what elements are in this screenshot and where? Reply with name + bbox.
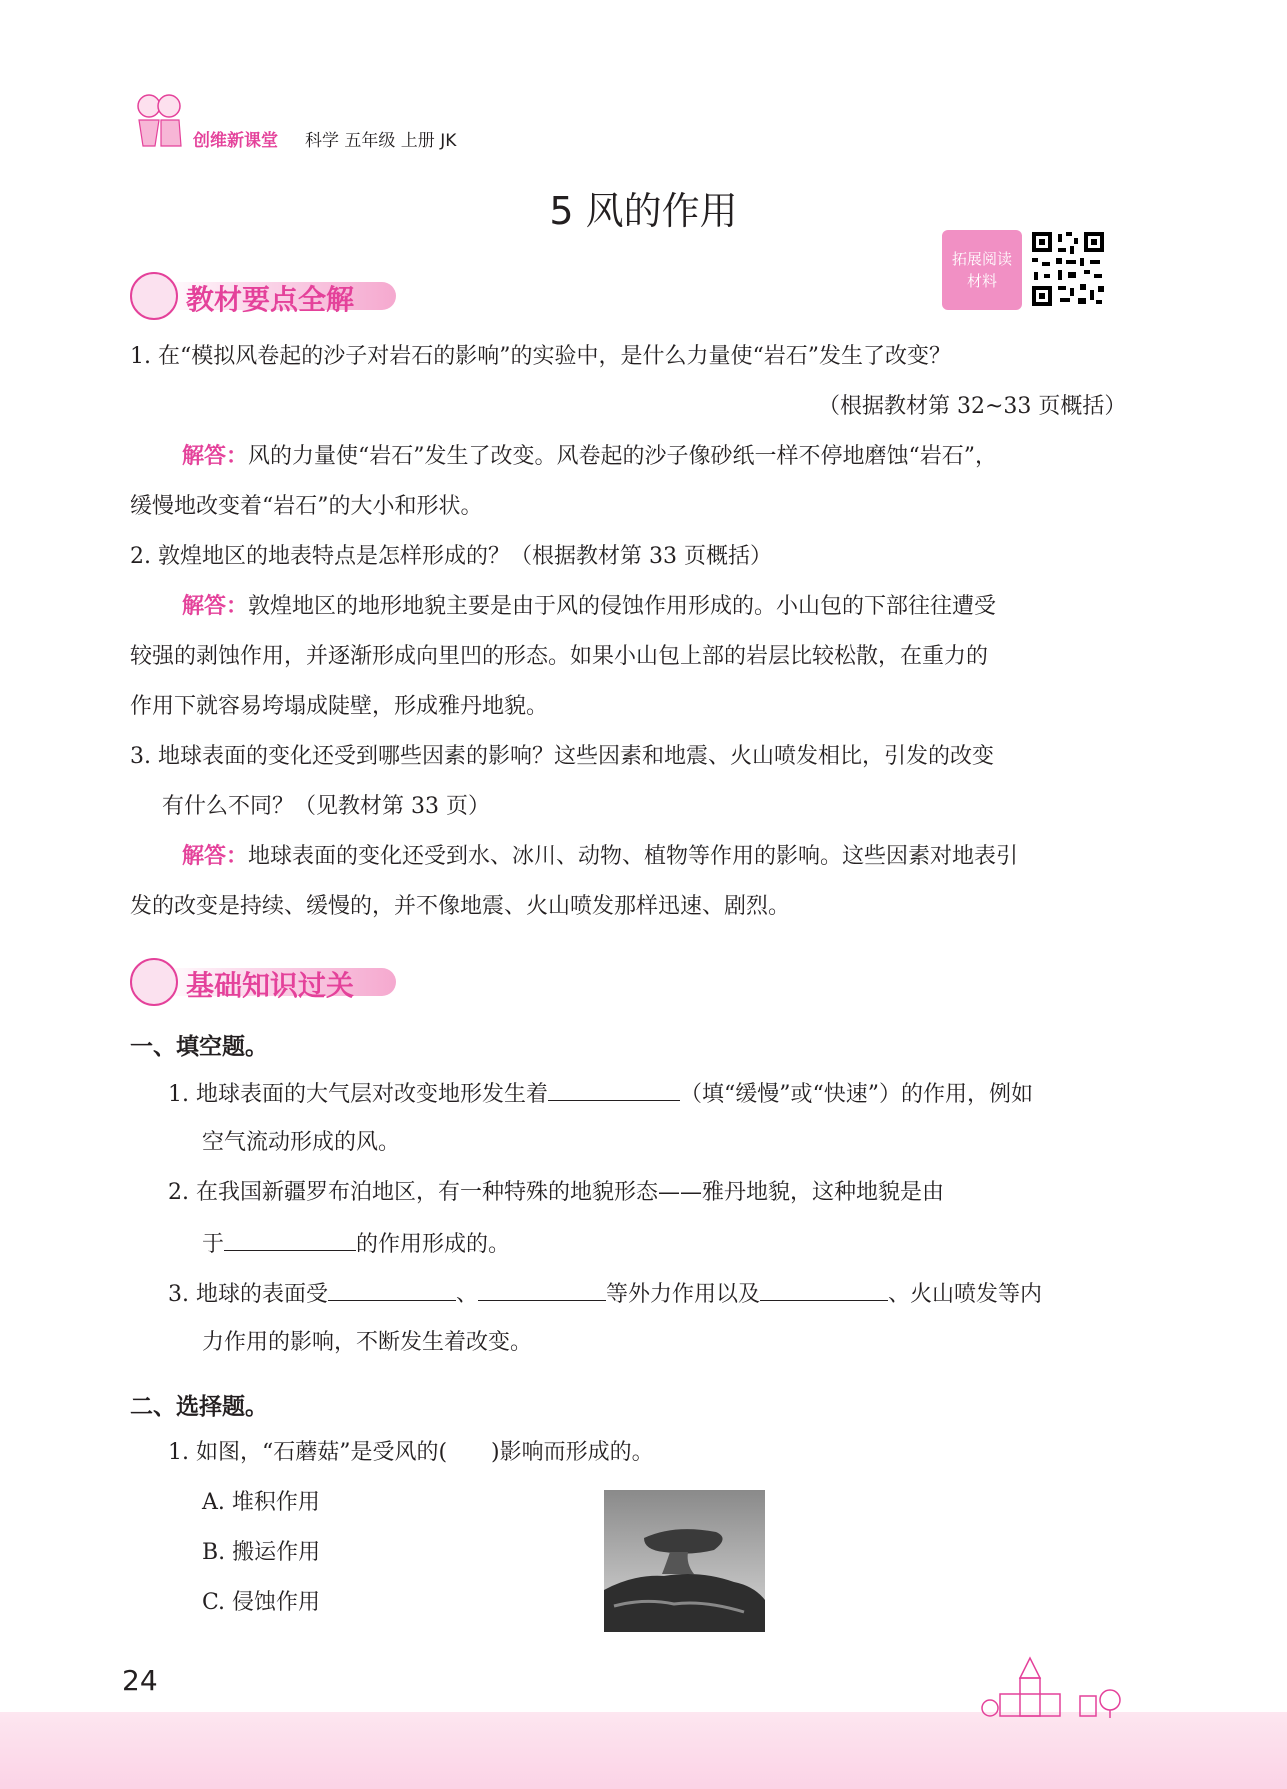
section-heading-key-points xyxy=(130,272,410,320)
answer-2-line3: 作用下就容易垮塌成陡壁，形成雅丹地貌。 xyxy=(130,694,549,719)
fill-text: （填“缓慢”或“快速”）的作用，例如 xyxy=(680,1082,1033,1107)
fill-question-3-line1 xyxy=(168,1278,1042,1310)
page-number: 24 xyxy=(122,1664,158,1697)
answer-2-line1 xyxy=(182,592,996,622)
answer-blank[interactable] xyxy=(224,1228,356,1251)
header-subject: 科学 五年级 上册 JK xyxy=(305,131,457,151)
castle-decoration-icon xyxy=(880,1648,1180,1718)
section-heading-label: 基础知识过关 xyxy=(186,969,355,1002)
answer-3-line1 xyxy=(182,842,1018,872)
qr-label-line2: 材料 xyxy=(966,272,997,290)
fill-question-3-line2: 力作用的影响，不断发生着改变。 xyxy=(202,1330,533,1355)
stone-mushroom-photo xyxy=(604,1490,765,1632)
choice-option-a[interactable]: A. 堆积作用 xyxy=(202,1490,320,1515)
choice-option-c[interactable]: C. 侵蚀作用 xyxy=(202,1590,321,1615)
choice-option-b[interactable]: B. 搬运作用 xyxy=(202,1540,321,1565)
answer-label: 解答： xyxy=(182,844,249,869)
fill-text: 的作用形成的。 xyxy=(356,1232,511,1257)
question-2: 2. 敦煌地区的地表特点是怎样形成的？（根据教材第 33 页概括） xyxy=(130,544,772,569)
page-title: 5 风的作用 xyxy=(549,189,738,233)
answer-1-line1 xyxy=(182,442,997,472)
answer-text: 敦煌地区的地形地貌主要是由于风的侵蚀作用形成的。小山包的下部往往遭受 xyxy=(248,594,997,619)
qr-code-icon[interactable] xyxy=(1028,228,1108,310)
answer-label: 解答： xyxy=(182,594,249,619)
question-1-source: （根据教材第 32~33 页概括） xyxy=(818,394,1127,419)
answer-text: 风的力量使“岩石”发生了改变。风卷起的沙子像砂纸一样不停地磨蚀“岩石”， xyxy=(248,444,998,469)
cartoon-face-icon xyxy=(130,272,178,320)
fill-text: 1. 地球表面的大气层对改变地形发生着 xyxy=(168,1082,548,1107)
footer-band xyxy=(0,1712,1287,1789)
qr-label-line1: 拓展阅读 xyxy=(951,250,1012,268)
answer-label: 解答： xyxy=(182,444,249,469)
answer-blank[interactable] xyxy=(478,1278,606,1301)
kids-logo-icon xyxy=(127,90,191,150)
question-1: 1. 在“模拟风卷起的沙子对岩石的影响”的实验中，是什么力量使“岩石”发生了改变？ xyxy=(130,344,951,369)
fill-question-1-line1 xyxy=(168,1078,1033,1110)
answer-1-line2: 缓慢地改变着“岩石”的大小和形状。 xyxy=(130,494,483,519)
fill-text: 于 xyxy=(202,1232,225,1257)
answer-2-line2: 较强的剥蚀作用，并逐渐形成向里凹的形态。如果小山包上部的岩层比较松散，在重力的 xyxy=(130,644,989,669)
section-heading-basics xyxy=(130,958,410,1006)
fill-text: 3. 地球的表面受 xyxy=(168,1282,328,1307)
section-heading-label: 教材要点全解 xyxy=(186,283,355,316)
fill-question-2-line2 xyxy=(202,1228,510,1260)
fill-question-2-line1: 2. 在我国新疆罗布泊地区，有一种特殊的地貌形态——雅丹地貌，这种地貌是由 xyxy=(168,1180,944,1205)
choice-heading: 二、选择题。 xyxy=(130,1394,268,1420)
fill-text: 、 xyxy=(455,1282,478,1307)
header-brand: 创维新课堂 xyxy=(193,131,278,151)
fill-question-1-line2: 空气流动形成的风。 xyxy=(202,1130,401,1155)
fill-text: 、火山喷发等内 xyxy=(888,1282,1043,1307)
qr-reading-block[interactable] xyxy=(942,226,1108,314)
question-3-line2: 有什么不同？（见教材第 33 页） xyxy=(162,794,490,819)
answer-text: 地球表面的变化还受到水、冰川、动物、植物等作用的影响。这些因素对地表引 xyxy=(248,844,1019,869)
fill-blank-heading: 一、填空题。 xyxy=(130,1034,268,1060)
qr-label xyxy=(942,230,1022,310)
choice-question-1: 1. 如图，“石蘑菇”是受风的( )影响而形成的。 xyxy=(168,1440,654,1465)
fill-text: 等外力作用以及 xyxy=(606,1282,761,1307)
question-3-line1: 3. 地球表面的变化还受到哪些因素的影响？这些因素和地震、火山喷发相比，引发的改变 xyxy=(130,744,994,769)
answer-blank[interactable] xyxy=(328,1278,456,1301)
cartoon-face-icon xyxy=(130,958,178,1006)
answer-blank[interactable] xyxy=(760,1278,888,1301)
answer-3-line2: 发的改变是持续、缓慢的，并不像地震、火山喷发那样迅速、剧烈。 xyxy=(130,894,791,919)
answer-blank[interactable] xyxy=(548,1078,680,1101)
